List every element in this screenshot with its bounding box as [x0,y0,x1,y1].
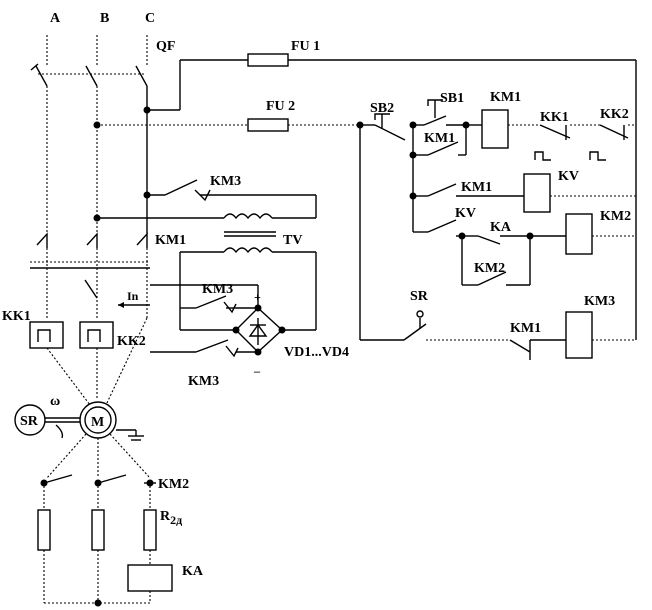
kk1-contact-label: KK1 [540,110,569,125]
vd-label: VD1...VD4 [284,345,349,360]
kk1-heater [30,322,63,348]
r2d-label: R2д [160,509,183,527]
km1-kv-label: KM1 [461,180,493,195]
kv-coil-label: KV [558,169,579,184]
junction-dot [410,152,417,159]
km1-coil-label: KM1 [490,90,522,105]
km3-dc-label: KM3 [188,374,220,389]
km1-hold-label: KM1 [424,131,456,146]
km3-coil-label: KM3 [584,294,616,309]
km3-coil [566,312,592,358]
sr-contact-label: SR [410,289,428,304]
tv-secondary-winding [224,248,272,252]
kk2-contact-label: KK2 [600,107,629,122]
fu2-label: FU 2 [266,99,296,114]
km1-coil [482,110,508,148]
minus-label: – [254,364,260,378]
km1-main-contacts [37,233,186,248]
km2-main-contacts [41,475,190,492]
kk1-heater-label: KK1 [2,309,31,324]
kk1-nc-contact [535,110,570,160]
resistor [92,510,104,550]
junction-dot [410,193,417,200]
r2d-subscript: 2д [170,513,183,527]
km3-tv-label: KM3 [210,174,242,189]
omega-label: ω [50,394,61,409]
motor [80,402,144,440]
kk2-nc-contact [590,107,629,160]
kv-contact-label: KV [455,206,476,221]
ka-coil-label: KA [182,564,203,579]
dc-braking-circuit [97,174,349,389]
km2-interlock-label: KM2 [474,261,506,276]
qf-label: QF [156,39,176,54]
km2-coil-label: KM2 [600,209,632,224]
km1-main-label: KM1 [155,233,187,248]
speed-sensor [15,394,80,438]
kk2-heater-label: KK2 [117,334,146,349]
phase-a-label: A [50,11,61,26]
resistor [144,510,156,550]
sb2-label: SB2 [370,101,395,116]
sr-sensor-label: SR [20,414,38,429]
power-circuit [2,11,204,607]
resistor [38,510,50,550]
junction-dot [95,600,102,607]
motor-label: M [91,415,105,430]
kk2-heater [80,322,113,348]
tv-label: TV [283,233,303,248]
ka-contact-label: KA [490,220,511,235]
km3-rect-label: KM3 [202,282,234,297]
fu2-fuse [248,119,288,131]
sb1-label: SB1 [440,91,465,106]
phase-c-label: C [145,11,156,26]
tv-primary-winding [224,214,272,218]
kv-coil [524,174,550,212]
sb2-stop-button[interactable] [360,101,405,140]
km2-coil [566,214,592,254]
phase-b-label: B [100,11,110,26]
rectifier-bridge [233,290,286,378]
plus-label: + [254,290,261,304]
ka-coil [128,565,172,591]
sb1-start-button[interactable] [413,91,466,125]
km1-km3-label: KM1 [510,321,542,336]
fu1-fuse [248,54,288,66]
km2-main-label: KM2 [158,477,190,492]
in-current-label: In [127,289,139,303]
fu1-label: FU 1 [291,39,321,54]
control-circuit [97,39,636,360]
qf-breaker [31,39,175,86]
